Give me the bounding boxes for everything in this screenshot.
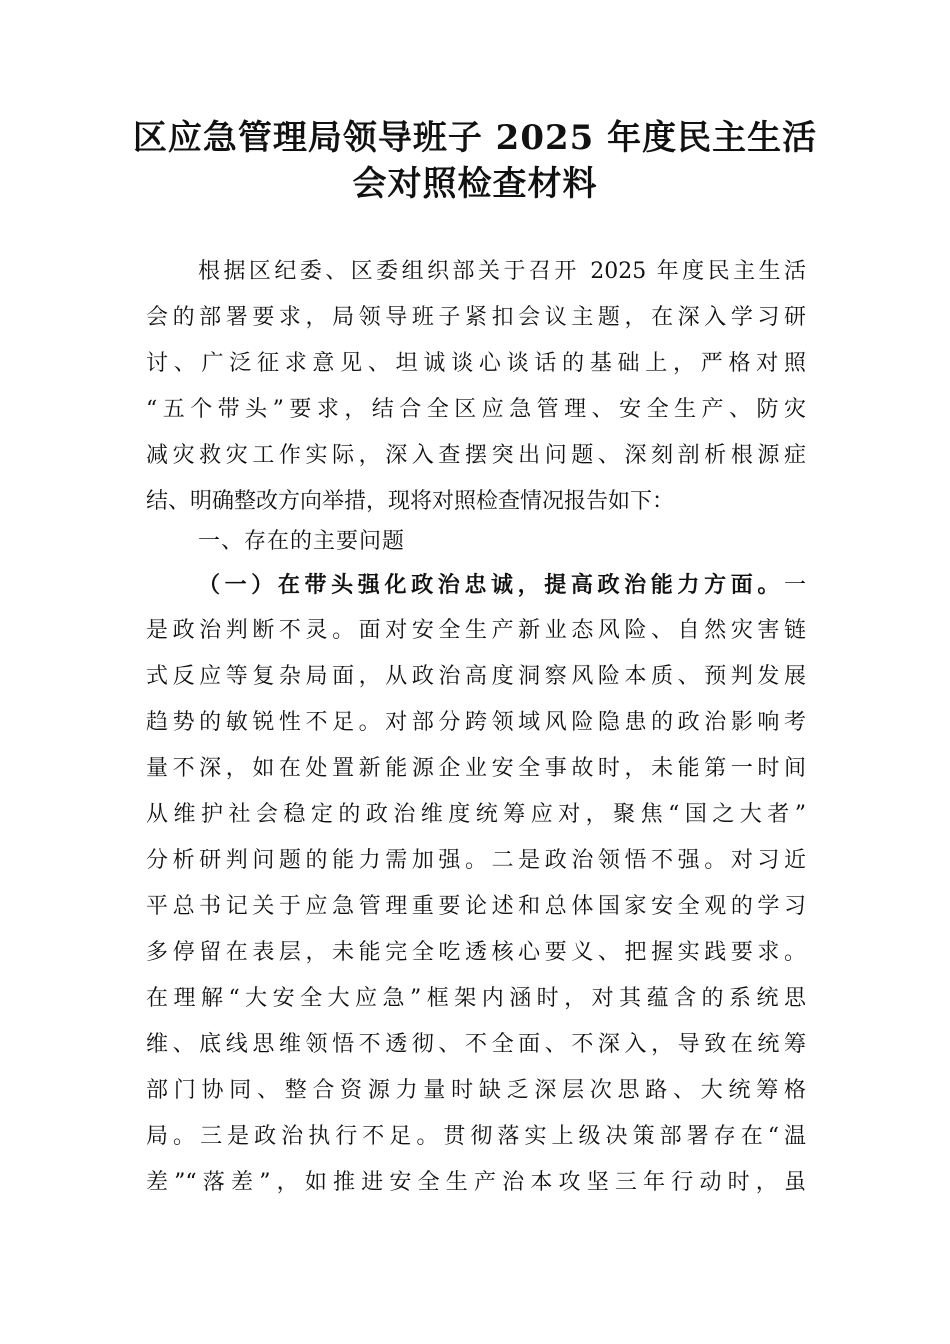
paragraph-line: 会的部署要求，局领导班子紧扣会议主题，在深入学习研 (146, 305, 806, 330)
paragraph-line: 局。三是政治执行不足。贯彻落实上级决策部署存在“温 (146, 1124, 806, 1149)
paragraph-line: 部门协同、整合资源力量时缺乏深层次思路、大统筹格 (146, 1078, 806, 1103)
document-title-line-1: 区应急管理局领导班子 2025 年度民主生活 (132, 118, 818, 158)
paragraph-line: 讨、广泛征求意见、坦诚谈心谈话的基础上，严格对照 (146, 351, 806, 376)
document-title-line-2: 会对照检查材料 (352, 164, 598, 204)
section-heading: 一、存在的主要问题 (198, 529, 406, 554)
paragraph-line: 分析研判问题的能力需加强。二是政治领悟不强。对习近 (146, 848, 806, 873)
paragraph-line: 差”“落差”，如推进安全生产治本攻坚三年行动时，虽 (146, 1170, 806, 1195)
paragraph-text: 一 (783, 573, 806, 598)
paragraph-line: 根据区纪委、区委组织部关于召开 2025 年度民主生活 (198, 259, 806, 284)
paragraph-line: 是政治判断不灵。面对安全生产新业态风险、自然灾害链 (146, 618, 806, 643)
subsection-heading: （一）在带头强化政治忠诚，提高政治能力方面。 (198, 572, 784, 598)
paragraph-line: 减灾救灾工作实际，深入查摆突出问题、深刻剖析根源症 (146, 443, 806, 468)
subsection-first-line (198, 570, 806, 601)
paragraph-line: 趋势的敏锐性不足。对部分跨领域风险隐患的政治影响考 (146, 710, 806, 735)
paragraph-line: 从维护社会稳定的政治维度统筹应对，聚焦“国之大者” (146, 802, 806, 827)
paragraph-line: 结、明确整改方向举措，现将对照检查情况报告如下： (146, 489, 675, 514)
paragraph-line: 在理解“大安全大应急”框架内涵时，对其蕴含的系统思 (146, 986, 806, 1011)
paragraph-line: 平总书记关于应急管理重要论述和总体国家安全观的学习 (146, 894, 806, 919)
paragraph-line: 维、底线思维领悟不透彻、不全面、不深入，导致在统筹 (146, 1032, 806, 1057)
paragraph-line: “五个带头”要求，结合全区应急管理、安全生产、防灾 (146, 397, 806, 422)
paragraph-line: 量不深，如在处置新能源企业安全事故时，未能第一时间 (146, 756, 806, 781)
paragraph-line: 多停留在表层，未能完全吃透核心要义、把握实践要求。 (146, 940, 806, 965)
paragraph-line: 式反应等复杂局面，从政治高度洞察风险本质、预判发展 (146, 664, 806, 689)
